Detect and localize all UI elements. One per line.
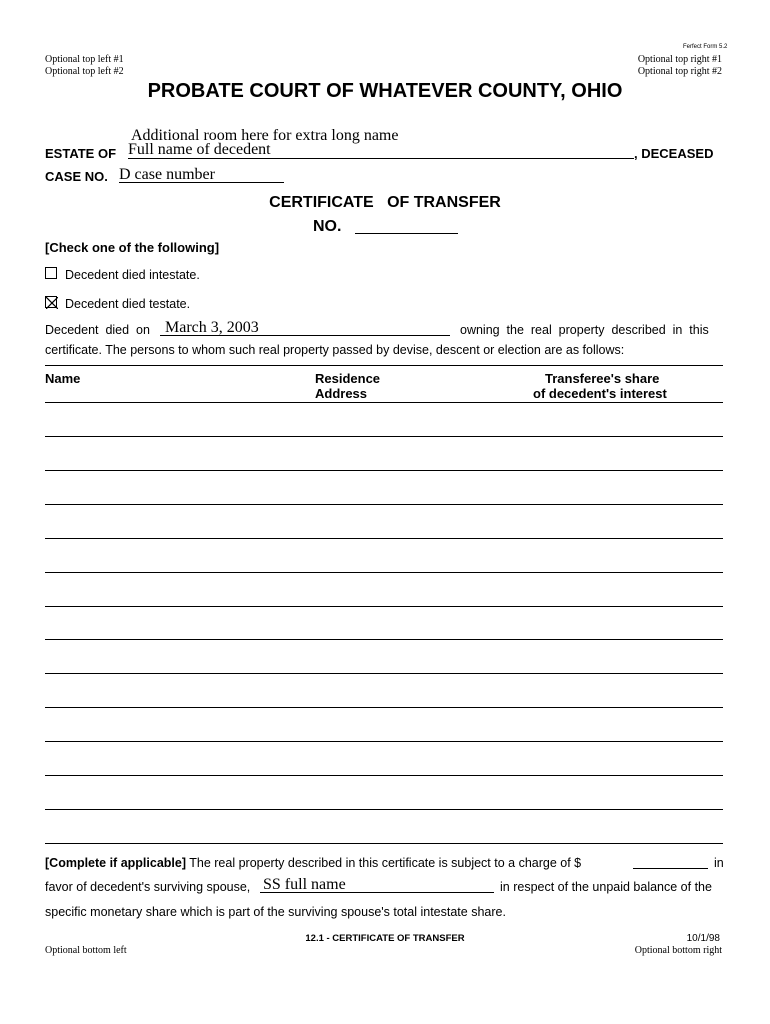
table-row[interactable] (45, 538, 723, 539)
charge-text-2-suffix: in respect of the unpaid balance of the (500, 880, 712, 894)
charge-text-1-end: in (714, 856, 724, 870)
check-x-icon (46, 297, 58, 309)
table-row[interactable] (45, 843, 723, 844)
table-row[interactable] (45, 436, 723, 437)
bottom-right: Optional bottom right (634, 945, 722, 956)
died-on-prefix: Decedent died on (45, 323, 150, 337)
death-line-2: certificate. The persons to whom such real property passed by devise, descent or election are as follows: (45, 343, 625, 357)
table-row[interactable] (45, 470, 723, 471)
table-row[interactable] (45, 639, 723, 640)
table-row[interactable] (45, 809, 723, 810)
court-title: PROBATE COURT OF WHATEVER COUNTY, OHIO (147, 80, 623, 102)
check-instruction: [Check one of the following] (45, 240, 220, 255)
deceased-label: , DECEASED (634, 146, 714, 161)
top-left-2: Optional top left #2 (45, 66, 124, 77)
charge-amount-field[interactable] (633, 868, 708, 869)
table-row[interactable] (45, 606, 723, 607)
extra-long-name[interactable]: Additional room here for extra long name (131, 127, 399, 144)
charge-text-1: The real property described in this certificate is subject to a charge of $ (186, 856, 582, 870)
col-header-address: Address (315, 386, 368, 401)
case-no-label: CASE NO. (45, 169, 108, 184)
top-left-1: Optional top left #1 (45, 54, 124, 65)
charge-text-3: specific monetary share which is part of the surviving spouse's total intestate share. (45, 905, 506, 919)
col-header-share: Transferee's share (545, 371, 660, 386)
case-number-underline (119, 182, 284, 183)
death-date-underline (160, 335, 450, 336)
case-number-field[interactable]: D case number (119, 166, 215, 183)
testate-label: Decedent died testate. (65, 297, 191, 311)
footer-form-title: 12.1 - CERTIFICATE OF TRANSFER (305, 933, 465, 944)
table-row[interactable] (45, 673, 723, 674)
table-row[interactable] (45, 572, 723, 573)
col-header-name: Name (45, 371, 81, 386)
table-row[interactable] (45, 707, 723, 708)
died-on-suffix: owning the real property described in this (460, 323, 709, 337)
footer-date: 10/1/98 (686, 933, 720, 944)
spouse-name-underline (260, 892, 494, 893)
top-right-1: Optional top right #1 (637, 54, 722, 65)
decedent-name-underline (128, 158, 634, 159)
estate-of-label: ESTATE OF (45, 146, 117, 161)
intestate-checkbox[interactable] (45, 267, 57, 279)
bottom-left: Optional bottom left (45, 945, 127, 956)
spouse-name-field[interactable]: SS full name (263, 876, 346, 893)
certificate-no-field[interactable] (355, 233, 458, 234)
table-top-rule (45, 365, 723, 366)
testate-checkbox[interactable] (45, 296, 57, 308)
charge-text-2-prefix: favor of decedent's surviving spouse, (45, 880, 251, 894)
intestate-label: Decedent died intestate. (65, 268, 200, 282)
table-row[interactable] (45, 504, 723, 505)
table-row[interactable] (45, 741, 723, 742)
certificate-title: CERTIFICATE OF TRANSFER (269, 194, 501, 211)
table-header-rule (45, 402, 723, 403)
col-header-interest: of decedent's interest (533, 386, 667, 401)
charge-bold-prefix: [Complete if applicable] (45, 856, 186, 870)
decedent-name-field[interactable]: Full name of decedent (128, 141, 271, 158)
charge-line-1 (45, 856, 581, 870)
death-date-field[interactable]: March 3, 2003 (165, 319, 259, 336)
certificate-no-label: NO. (313, 218, 342, 235)
form-id: Ferfect Form 5.2 (683, 44, 728, 50)
table-row[interactable] (45, 775, 723, 776)
col-header-residence: Residence (315, 371, 381, 386)
top-right-2: Optional top right #2 (637, 66, 722, 77)
